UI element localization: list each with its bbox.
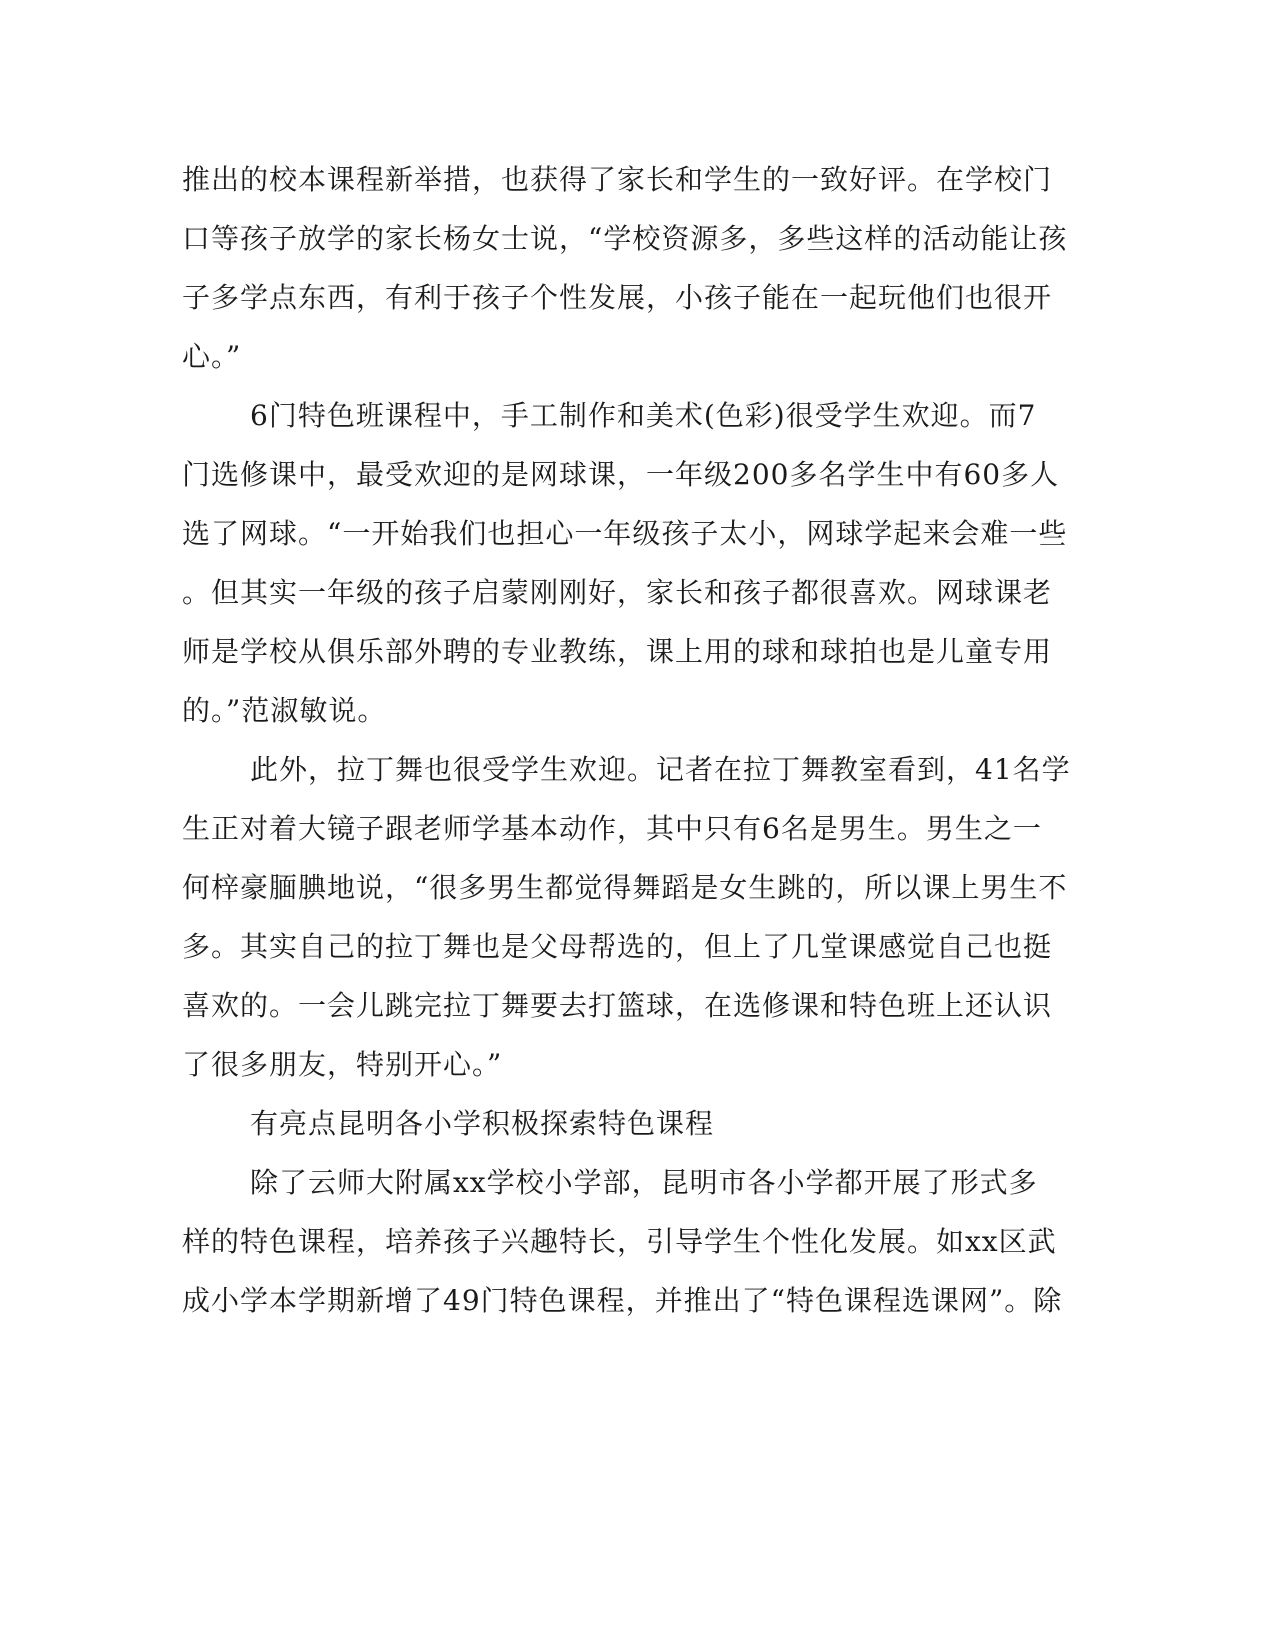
text-line: 门选修课中，最受欢迎的是网球课，一年级200多名学生中有60多人 xyxy=(182,458,1060,491)
paragraph-start-line: 此外，拉丁舞也很受学生欢迎。记者在拉丁舞教室看到，41名学 xyxy=(250,753,1071,786)
text-line: 成小学本学期新增了49门特色课程，并推出了“特色课程选课网”。除 xyxy=(182,1284,1063,1317)
text-line: 子多学点东西，有利于孩子个性发展，小孩子能在一起玩他们也很开 xyxy=(182,281,1053,314)
text-line: 何梓豪腼腆地说，“很多男生都觉得舞蹈是女生跳的，所以课上男生不 xyxy=(182,871,1068,904)
text-line: 多。其实自己的拉丁舞也是父母帮选的，但上了几堂课感觉自己也挺 xyxy=(182,930,1053,963)
text-line: 生正对着大镜子跟老师学基本动作，其中只有6名是男生。男生之一 xyxy=(182,812,1042,845)
text-line: 推出的校本课程新举措，也获得了家长和学生的一致好评。在学校门 xyxy=(182,163,1053,196)
paragraph-start-line: 6门特色班课程中，手工制作和美术(色彩)很受学生欢迎。而7 xyxy=(250,399,1037,432)
text-line: 的。”范淑敏说。 xyxy=(182,694,387,727)
text-line: 心。” xyxy=(182,340,242,373)
text-line: 口等孩子放学的家长杨女士说，“学校资源多，多些这样的活动能让孩 xyxy=(182,222,1068,255)
text-line: 选了网球。“一开始我们也担心一年级孩子太小，网球学起来会难一些 xyxy=(182,517,1068,550)
text-line: 样的特色课程，培养孩子兴趣特长，引导学生个性化发展。如xx区武 xyxy=(182,1225,1057,1258)
text-line: 。但其实一年级的孩子启蒙刚刚好，家长和孩子都很喜欢。网球课老 xyxy=(182,576,1053,609)
text-line: 师是学校从俱乐部外聘的专业教练，课上用的球和球拍也是儿童专用 xyxy=(182,635,1053,668)
paragraph-start-line: 除了云师大附属xx学校小学部，昆明市各小学都开展了形式多 xyxy=(250,1166,1038,1199)
section-heading: 有亮点昆明各小学积极探索特色课程 xyxy=(250,1107,715,1140)
text-line: 了很多朋友，特别开心。” xyxy=(182,1048,503,1081)
text-line: 喜欢的。一会儿跳完拉丁舞要去打篮球，在选修课和特色班上还认识 xyxy=(182,989,1053,1022)
